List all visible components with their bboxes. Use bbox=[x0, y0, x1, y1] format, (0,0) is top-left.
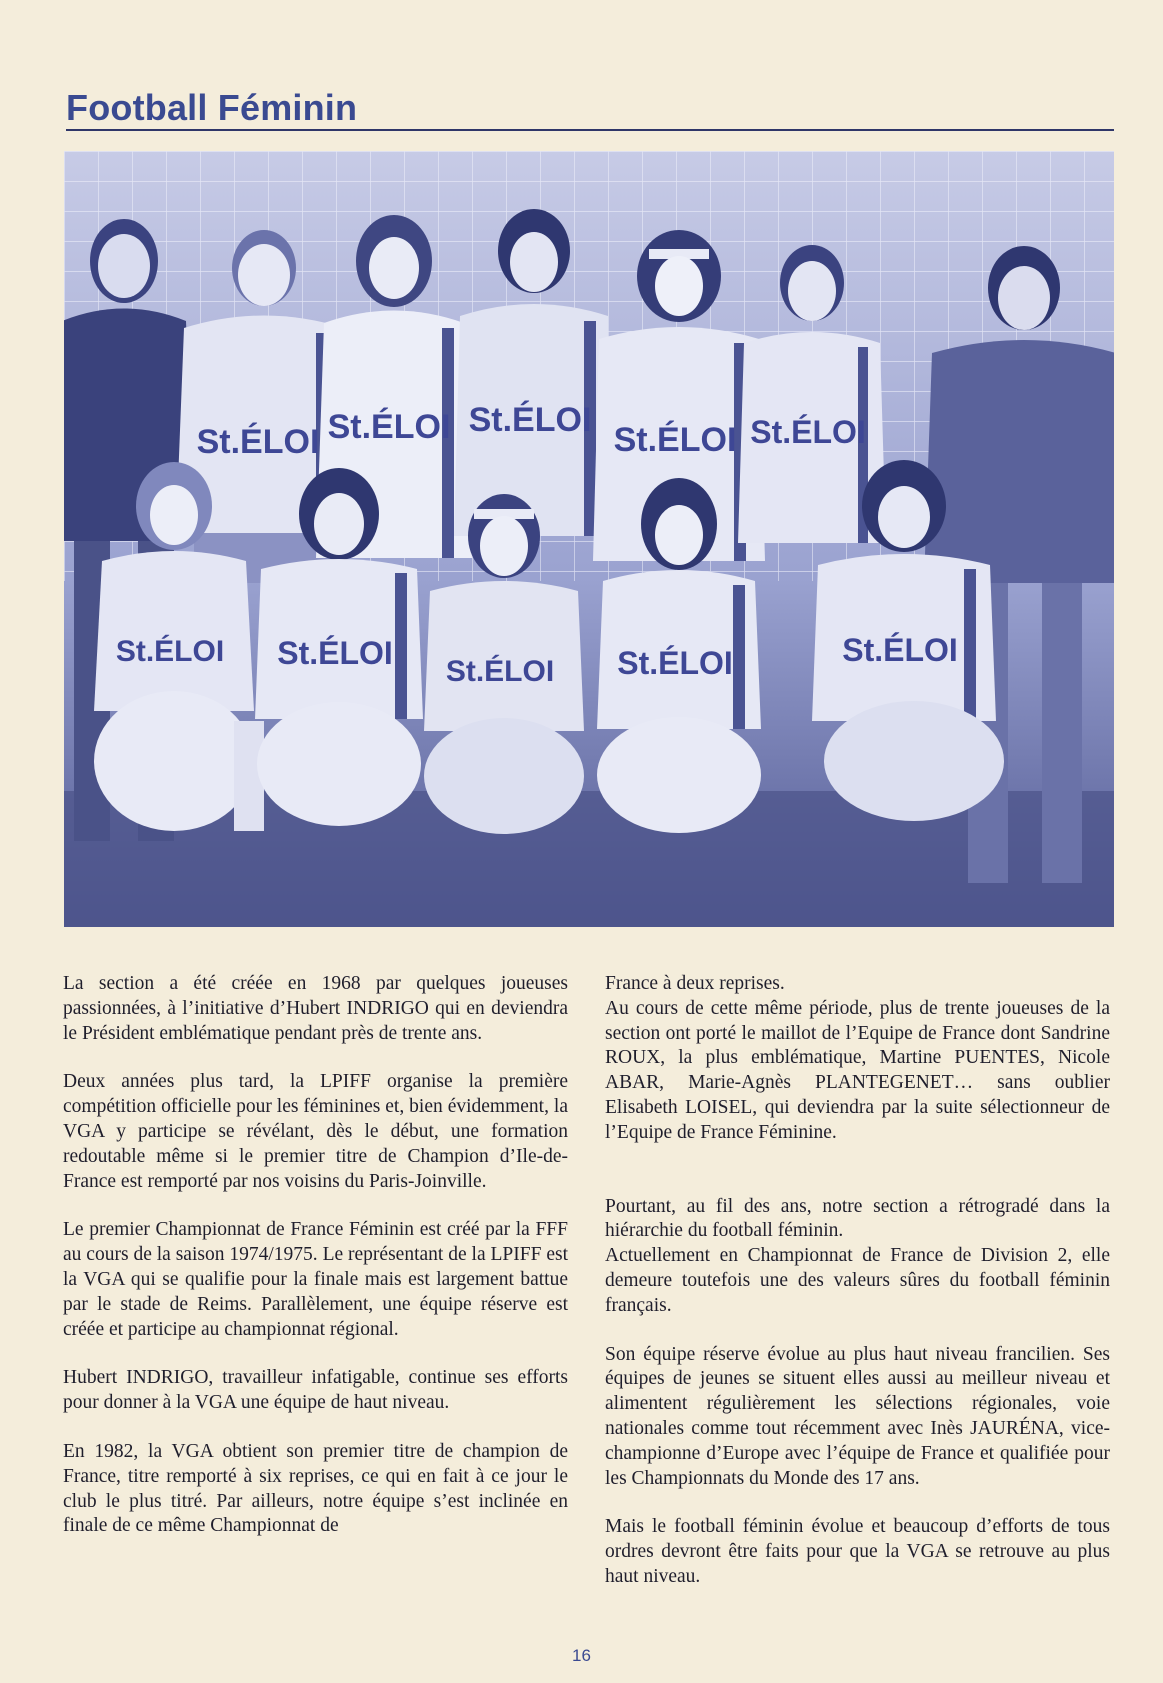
page-title: Football Féminin bbox=[66, 87, 358, 128]
right-column bbox=[605, 972, 1110, 1614]
jersey-label: St.ÉLOI bbox=[842, 632, 958, 668]
jersey-label: St.ÉLOI bbox=[196, 423, 320, 461]
paragraph: France à deux reprises. bbox=[605, 973, 785, 994]
paragraph: Hubert INDRIGO, travailleur infatigable, continue ses efforts pour donner à la VGA une équipe de haut niveau. bbox=[63, 1367, 568, 1414]
jersey-label: St.ÉLOI bbox=[617, 645, 733, 681]
paragraph: En 1982, la VGA obtient son premier titre de champion de France, titre remporté à six reprises, ce qui en fait à ce jour le club le plus titré. Par ailleurs, notre équipe s’est inclinée en finale de ce même Championnat de bbox=[63, 1440, 568, 1537]
jersey-label: St.ÉLOI bbox=[445, 655, 555, 688]
jersey-label: St.ÉLOI bbox=[277, 635, 393, 671]
paragraph: Le premier Championnat de France Féminin est créé par la FFF au cours de la saison 1974/1975. Le représentant de la LPIFF est la VGA qui se qualifie pour la finale mais est largement battue par le stade de Reims. Parallèlement, une équipe réserve est créée et participe au championnat régional. bbox=[63, 1219, 568, 1340]
team-photo-drawing bbox=[64, 151, 1114, 927]
jersey-label: St.ÉLOI bbox=[750, 414, 866, 450]
paragraph: Son équipe réserve évolue au plus haut niveau francilien. Ses équipes de jeunes se situent elles aussi au meilleur niveau et alimentent régulièrement les sélections régionales, voie nationales comme tout récemment avec Inès JAURÉNA, vice-championne d’Europe avec l’équipe de France et qualifiée pour les Championnats du Monde des 17 ans. bbox=[605, 1343, 1110, 1489]
paragraph: Mais le football féminin évolue et beaucoup d’efforts de tous ordres devront être faits pour que la VGA se retrouve au plus haut niveau. bbox=[605, 1516, 1110, 1587]
paragraph: Actuellement en Championnat de France de Division 2, elle demeure toutefois une des valeurs sûres du football féminin français. bbox=[605, 1245, 1110, 1316]
title-rule bbox=[66, 129, 1114, 131]
jersey-label: St.ÉLOI bbox=[613, 421, 737, 459]
team-photo bbox=[64, 151, 1114, 927]
paragraph: Pourtant, au fil des ans, notre section a rétrogradé dans la hiérarchie du football féminin. bbox=[605, 1195, 1110, 1242]
paragraph: Au cours de cette même période, plus de trente joueuses de la section ont porté le maillot de l’Equipe de France dont Sandrine ROUX, la plus emblématique, Martine PUENTES, Nicole ABAR, Marie-Agnès PLANTEGENET… sans oublier Elisabeth LOISEL, qui deviendra par la suite sélectionneur de l’Equipe de France Féminine. bbox=[605, 997, 1110, 1143]
jersey-label: St.ÉLOI bbox=[115, 635, 225, 668]
jersey-label: St.ÉLOI bbox=[327, 408, 451, 446]
paragraph: La section a été créée en 1968 par quelques joueuses passionnées, à l’initiative d’Hubert INDRIGO qui en deviendra le Président emblématique pendant près de trente ans. bbox=[63, 973, 568, 1044]
jersey-label: St.ÉLOI bbox=[468, 401, 592, 439]
left-column bbox=[63, 972, 568, 1563]
page-number: 16 bbox=[572, 1646, 591, 1665]
paragraph: Deux années plus tard, la LPIFF organise la première compétition officielle pour les féminines et, bien évidemment, la VGA y participe se révélant, dès le début, une formation redoutable même si le premier titre de Champion d’Ile-de-France est remporté par nos voisins du Paris-Joinville. bbox=[63, 1071, 568, 1192]
